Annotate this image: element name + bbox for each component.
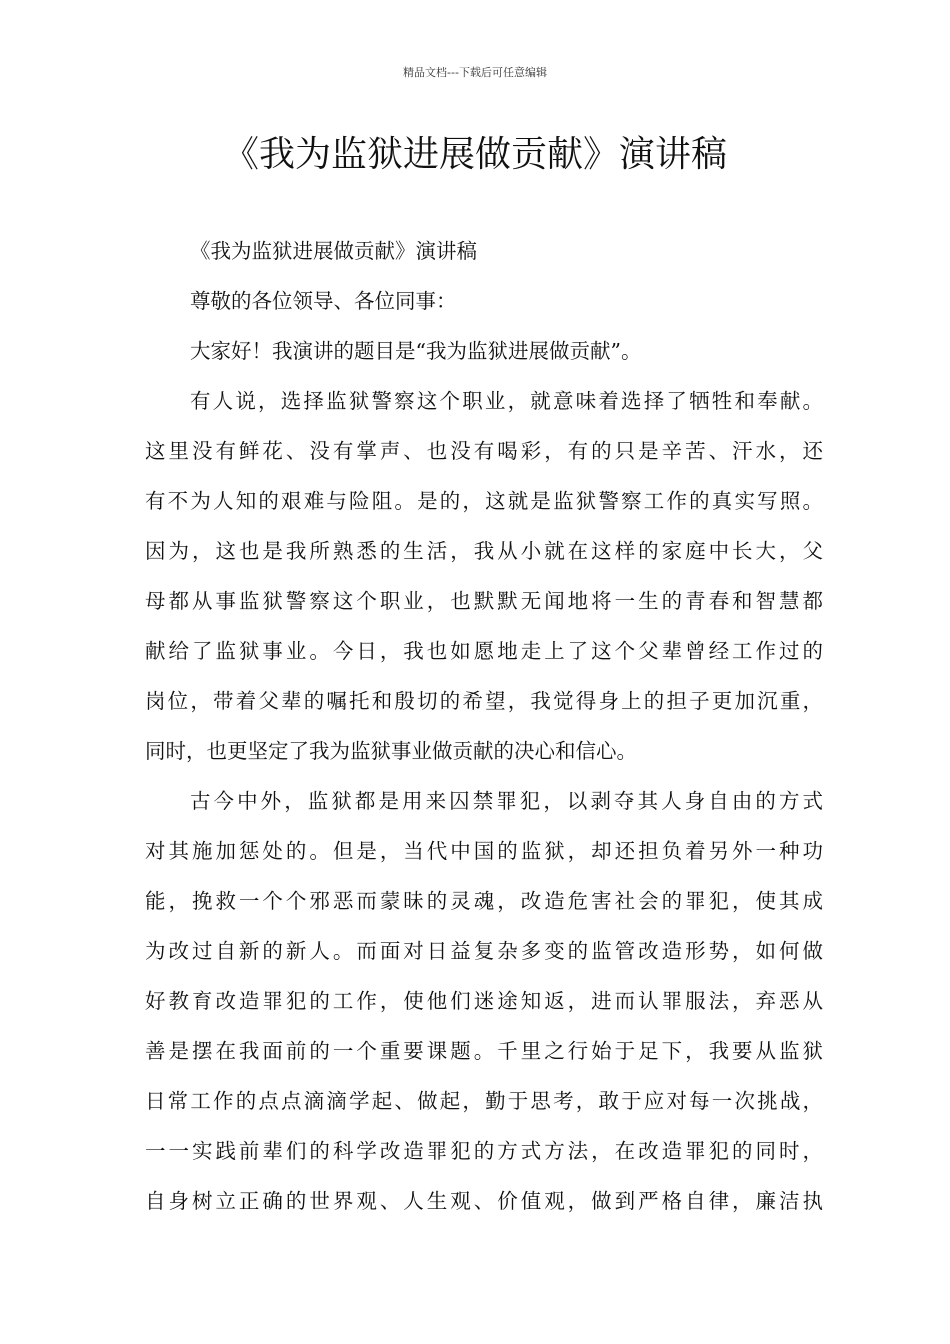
text-line: 母都从事监狱警察这个职业，也默默无闻地将一生的青春和智慧都 bbox=[145, 589, 823, 613]
text-line: 古今中外，监狱都是用来囚禁罪犯，以剥夺其人身自由的方式 bbox=[190, 789, 823, 813]
header-note: 精品文档---下载后可任意编辑 bbox=[403, 66, 547, 79]
text-line: 有人说，选择监狱警察这个职业，就意味着选择了牺牲和奉献。 bbox=[190, 389, 823, 413]
text-line: 这里没有鲜花、没有掌声、也没有喝彩，有的只是辛苦、汗水，还 bbox=[145, 439, 823, 463]
text-line: 对其施加惩处的。但是，当代中国的监狱，却还担负着另外一种功 bbox=[145, 839, 823, 863]
text-line: 因为，这也是我所熟悉的生活，我从小就在这样的家庭中长大，父 bbox=[145, 539, 823, 563]
text-line: 岗位，带着父辈的嘱托和殷切的希望，我觉得身上的担子更加沉重， bbox=[145, 689, 823, 713]
text-line: 有不为人知的艰难与险阻。是的，这就是监狱警察工作的真实写照。 bbox=[145, 489, 823, 513]
text-line: 一一实践前辈们的科学改造罪犯的方式方法，在改造罪犯的同时， bbox=[145, 1139, 823, 1163]
document-title: 《我为监狱进展做贡献》演讲稿 bbox=[222, 134, 727, 175]
text-line: 能，挽救一个个邪恶而蒙昧的灵魂，改造危害社会的罪犯，使其成 bbox=[145, 889, 823, 913]
text-line: 献给了监狱事业。今日，我也如愿地走上了这个父辈曾经工作过的 bbox=[145, 639, 823, 663]
text-line: 日常工作的点点滴滴学起、做起，勤于思考，敢于应对每一次挑战， bbox=[145, 1089, 823, 1113]
body-text bbox=[145, 226, 823, 1226]
text-line: 好教育改造罪犯的工作，使他们迷途知返，进而认罪服法，弃恶从 bbox=[145, 989, 823, 1013]
text-line: 《我为监狱进展做贡献》演讲稿 bbox=[190, 239, 477, 263]
text-line: 为改过自新的新人。而面对日益复杂多变的监管改造形势，如何做 bbox=[145, 939, 823, 963]
text-line: 大家好！我演讲的题目是“我为监狱进展做贡献”。 bbox=[190, 339, 642, 363]
text-line: 善是摆在我面前的一个重要课题。千里之行始于足下，我要从监狱 bbox=[145, 1039, 823, 1063]
text-line: 自身树立正确的世界观、人生观、价值观，做到严格自律，廉洁执 bbox=[145, 1189, 823, 1213]
text-line: 同时，也更坚定了我为监狱事业做贡献的决心和信心。 bbox=[145, 739, 637, 763]
text-line: 尊敬的各位领导、各位同事： bbox=[190, 289, 457, 313]
